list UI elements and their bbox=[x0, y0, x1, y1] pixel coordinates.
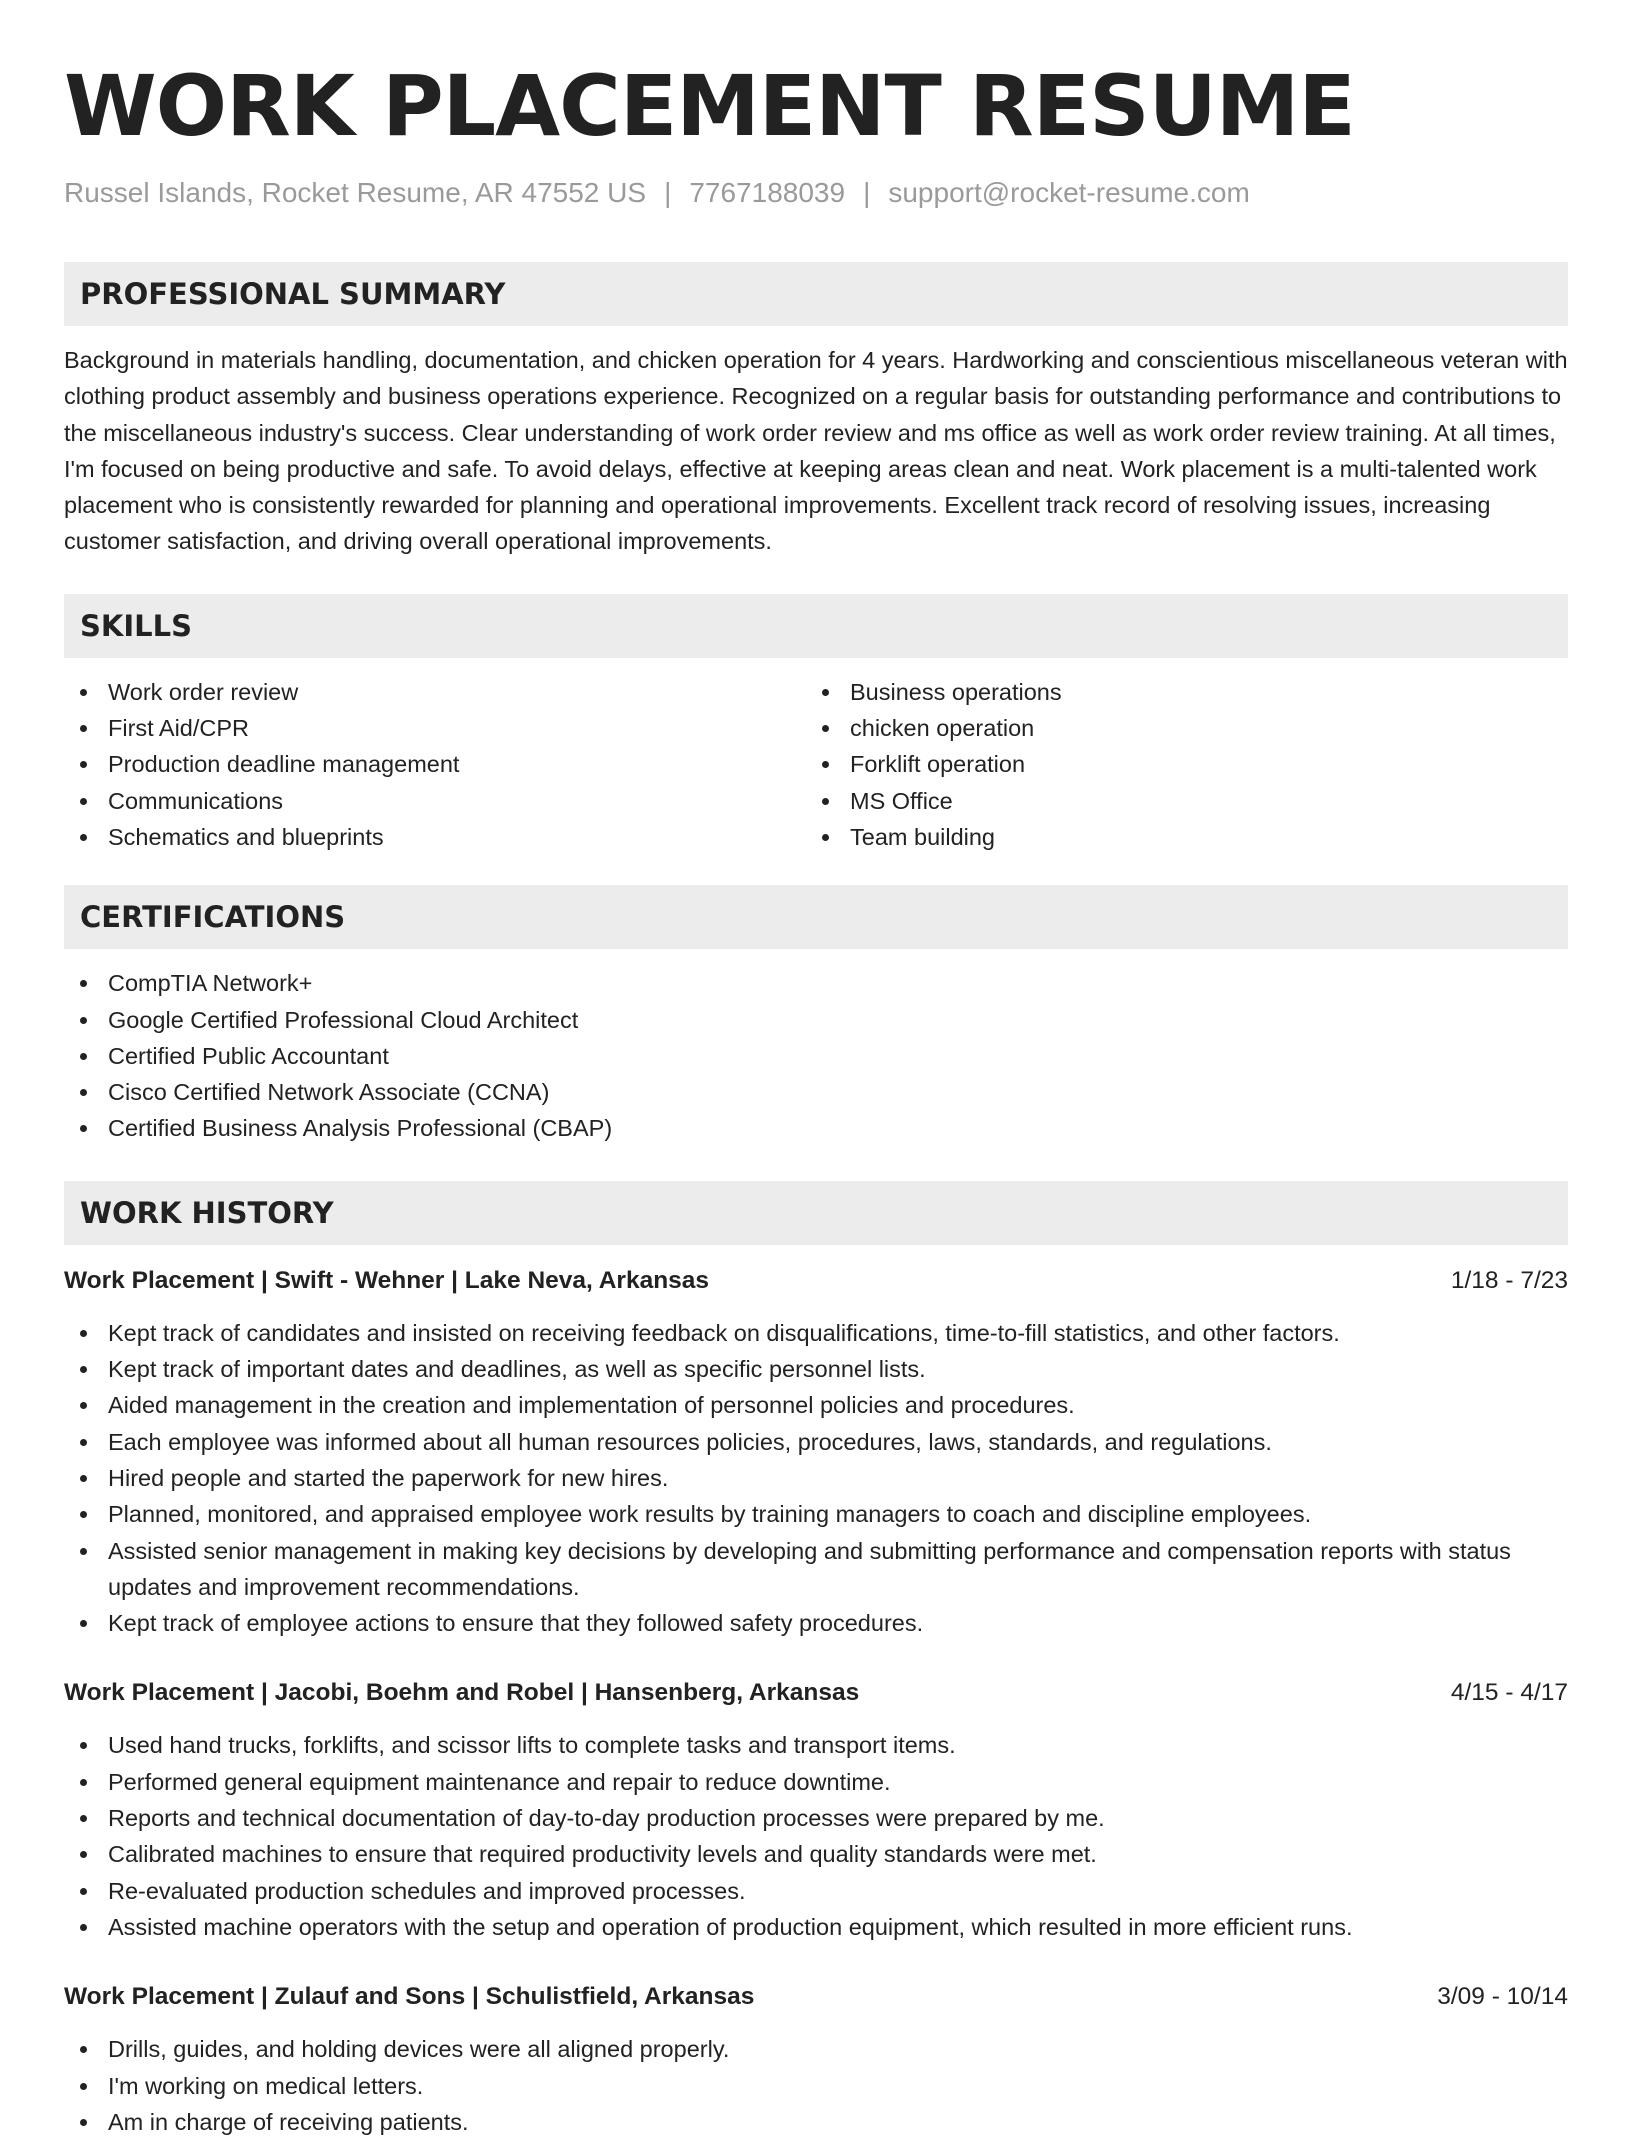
job-bullet: Kept track of candidates and insisted on receiving feedback on disqualifications, time-to-fill statistics, and other factors. bbox=[64, 1315, 1568, 1351]
skills-list-right bbox=[806, 674, 1548, 855]
job-bullet: Performed general equipment maintenance and repair to reduce downtime. bbox=[64, 1764, 1568, 1800]
job-bullet: Kept track of employee actions to ensure that they followed safety procedures. bbox=[64, 1605, 1568, 1641]
certification-item: Certified Public Accountant bbox=[64, 1038, 1568, 1074]
contact-line bbox=[64, 176, 1568, 210]
skill-item: Business operations bbox=[806, 674, 1548, 710]
job-bullet: Planned, monitored, and appraised employee work results by training managers to coach and discipline employees. bbox=[64, 1496, 1568, 1532]
job-bullet: Hired people and started the paperwork for new hires. bbox=[64, 1460, 1568, 1496]
skill-item: Work order review bbox=[64, 674, 806, 710]
section-heading-summary: PROFESSIONAL SUMMARY bbox=[64, 262, 1568, 326]
skill-item: First Aid/CPR bbox=[64, 710, 806, 746]
skills-list-left bbox=[64, 674, 806, 855]
skill-item: chicken operation bbox=[806, 710, 1548, 746]
job-bullet: Reports and technical documentation of day-to-day production processes were prepared by me. bbox=[64, 1800, 1568, 1836]
job-bullets bbox=[64, 1315, 1568, 1642]
job-dates: 3/09 - 10/14 bbox=[1437, 1983, 1568, 2011]
summary-text: Background in materials handling, documentation, and chicken operation for 4 years. Hardworking and conscientious miscellaneous veteran with clothing product assembly and business operations experience. Recognized on a regular basis for outstanding performance and contributions to the miscellaneous industry's success. Clear understanding of work order review and ms office as well as work order review training. At all times, I'm focused on being productive and safe. To avoid delays, effective at keeping areas clean and neat. Work placement is a multi-talented work placement who is consistently rewarded for planning and operational improvements. Excellent track record of resolving issues, increasing customer satisfaction, and driving overall operational improvements. bbox=[64, 347, 1568, 555]
job-bullet: Am in charge of receiving patients. bbox=[64, 2104, 1568, 2140]
job-bullet: Kept track of important dates and deadlines, as well as specific personnel lists. bbox=[64, 1351, 1568, 1387]
job-entry bbox=[64, 1979, 1568, 2140]
contact-address: Russel Islands, Rocket Resume, AR 47552 US bbox=[64, 177, 647, 208]
section-heading-certifications: CERTIFICATIONS bbox=[64, 885, 1568, 949]
job-header bbox=[64, 1979, 1568, 2015]
job-title: Work Placement | Zulauf and Sons | Schulistfield, Arkansas bbox=[64, 1983, 755, 2011]
skill-item: Production deadline management bbox=[64, 746, 806, 782]
resume-title: WORK PLACEMENT RESUME bbox=[64, 57, 1355, 155]
job-dates: 4/15 - 4/17 bbox=[1450, 1679, 1568, 1707]
skill-item: Team building bbox=[806, 819, 1548, 855]
job-entry bbox=[64, 1675, 1568, 1945]
skill-item: Schematics and blueprints bbox=[64, 819, 806, 855]
job-bullets bbox=[64, 1727, 1568, 1945]
job-header bbox=[64, 1263, 1568, 1299]
contact-separator: | bbox=[664, 177, 672, 208]
job-bullet: Aided management in the creation and implementation of personnel policies and procedures. bbox=[64, 1387, 1568, 1423]
contact-email: support@rocket-resume.com bbox=[888, 177, 1250, 208]
skill-item: Forklift operation bbox=[806, 746, 1548, 782]
job-bullet: Each employee was informed about all human resources policies, procedures, laws, standards, and regulations. bbox=[64, 1424, 1568, 1460]
certification-item: Certified Business Analysis Professional (CBAP) bbox=[64, 1110, 1568, 1146]
job-entry bbox=[64, 1263, 1568, 1642]
job-bullet: Re-evaluated production schedules and improved processes. bbox=[64, 1873, 1568, 1909]
skill-item: MS Office bbox=[806, 783, 1548, 819]
job-title: Work Placement | Swift - Wehner | Lake Neva, Arkansas bbox=[64, 1266, 710, 1294]
job-bullet: I'm working on medical letters. bbox=[64, 2068, 1568, 2104]
job-header bbox=[64, 1675, 1568, 1711]
job-bullet: Assisted machine operators with the setup and operation of production equipment, which resulted in more efficient runs. bbox=[64, 1909, 1568, 1945]
job-dates: 1/18 - 7/23 bbox=[1450, 1266, 1568, 1294]
certifications-list bbox=[64, 965, 1568, 1146]
job-title: Work Placement | Jacobi, Boehm and Robel | Hansenberg, Arkansas bbox=[64, 1679, 860, 1707]
job-bullets bbox=[64, 2031, 1568, 2140]
job-bullet: Assisted senior management in making key decisions by developing and submitting performance and compensation reports with status updates and improvement recommendations. bbox=[64, 1533, 1568, 1606]
certification-item: Cisco Certified Network Associate (CCNA) bbox=[64, 1074, 1568, 1110]
skill-item: Communications bbox=[64, 783, 806, 819]
job-bullet: Drills, guides, and holding devices were all aligned properly. bbox=[64, 2031, 1568, 2067]
certification-item: Google Certified Professional Cloud Architect bbox=[64, 1002, 1568, 1038]
contact-separator: | bbox=[863, 177, 871, 208]
section-heading-work-history: WORK HISTORY bbox=[64, 1181, 1568, 1245]
skills-grid bbox=[64, 658, 1568, 855]
job-bullet: Used hand trucks, forklifts, and scissor lifts to complete tasks and transport items. bbox=[64, 1727, 1568, 1763]
certification-item: CompTIA Network+ bbox=[64, 965, 1568, 1001]
contact-phone: 7767188039 bbox=[689, 177, 846, 208]
job-bullet: Calibrated machines to ensure that required productivity levels and quality standards were met. bbox=[64, 1836, 1568, 1872]
section-heading-skills: SKILLS bbox=[64, 594, 1568, 658]
